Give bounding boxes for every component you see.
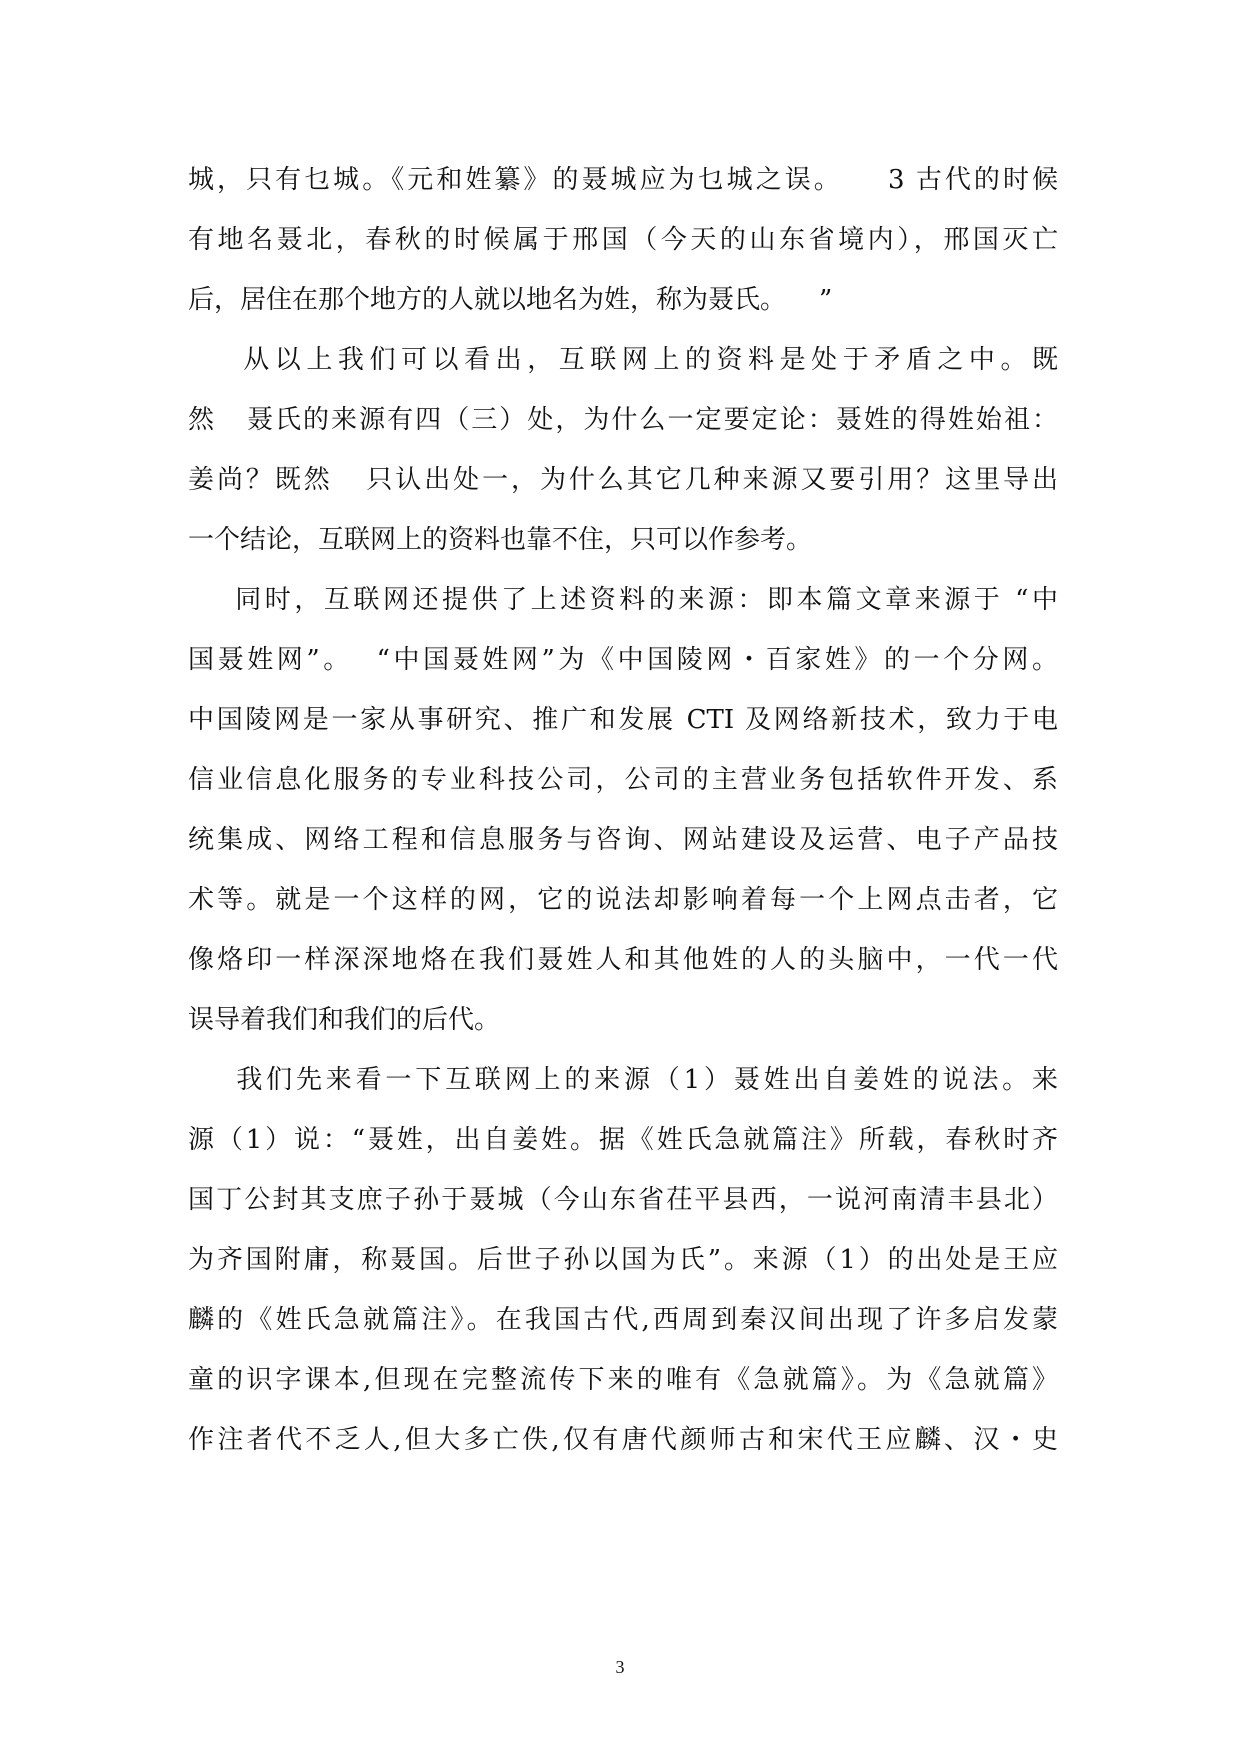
text-line: 城，只有乜城。《元和姓纂》的聂城应为乜城之误。 3 古代的时候 [188, 165, 1058, 195]
text-line: 童的识字课本,但现在完整流传下来的唯有《急就篇》。为《急就篇》 [188, 1365, 1058, 1395]
text-line: 统集成、网络工程和信息服务与咨询、网站建设及运营、电子产品技 [188, 825, 1058, 855]
text-line: 国聂姓网”。 “中国聂姓网”为《中国陵网・百家姓》的一个分网。 [188, 645, 1058, 675]
text-line: 后，居住在那个地方的人就以地名为姓，称为聂氏。 ” [188, 285, 833, 315]
body-text [188, 150, 1058, 1470]
text-line: 像烙印一样深深地烙在我们聂姓人和其他姓的人的头脑中，一代一代 [188, 945, 1058, 975]
text-line: 信业信息化服务的专业科技公司，公司的主营业务包括软件开发、系 [188, 765, 1058, 795]
text-line: 姜尚？既然 只认出处一，为什么其它几种来源又要引用？这里导出 [188, 465, 1058, 495]
text-line: 我们先来看一下互联网上的来源（1）聂姓出自姜姓的说法。来 [188, 1065, 1058, 1095]
text-line: 有地名聂北，春秋的时候属于邢国（今天的山东省境内），邢国灭亡 [188, 225, 1058, 255]
text-line: 国丁公封其支庶子孙于聂城（今山东省茌平县西，一说河南清丰县北） [188, 1185, 1058, 1215]
text-line: 一个结论，互联网上的资料也靠不住，只可以作参考。 [188, 525, 813, 555]
text-line: 同时，互联网还提供了上述资料的来源：即本篇文章来源于 “中 [188, 585, 1058, 615]
text-line: 中国陵网是一家从事研究、推广和发展 CTI 及网络新技术，致力于电 [188, 705, 1058, 735]
text-line: 源（1）说：“聂姓，出自姜姓。据《姓氏急就篇注》所载，春秋时齐 [188, 1125, 1058, 1155]
text-line: 从以上我们可以看出，互联网上的资料是处于矛盾之中。既 [188, 345, 1058, 375]
page-number: 3 [615, 1657, 625, 1677]
text-line: 误导着我们和我们的后代。 [188, 1005, 501, 1035]
text-line: 然 聂氏的来源有四（三）处，为什么一定要定论：聂姓的得姓始祖： [188, 405, 1058, 435]
text-line: 麟的《姓氏急就篇注》。在我国古代,西周到秦汉间出现了许多启发蒙 [188, 1305, 1058, 1335]
text-line: 术等。就是一个这样的网，它的说法却影响着每一个上网点击者，它 [188, 885, 1058, 915]
text-line: 为齐国附庸，称聂国。后世子孙以国为氏”。来源（1）的出处是王应 [188, 1245, 1058, 1275]
text-line: 作注者代不乏人,但大多亡佚,仅有唐代颜师古和宋代王应麟、汉・史 [188, 1425, 1058, 1455]
